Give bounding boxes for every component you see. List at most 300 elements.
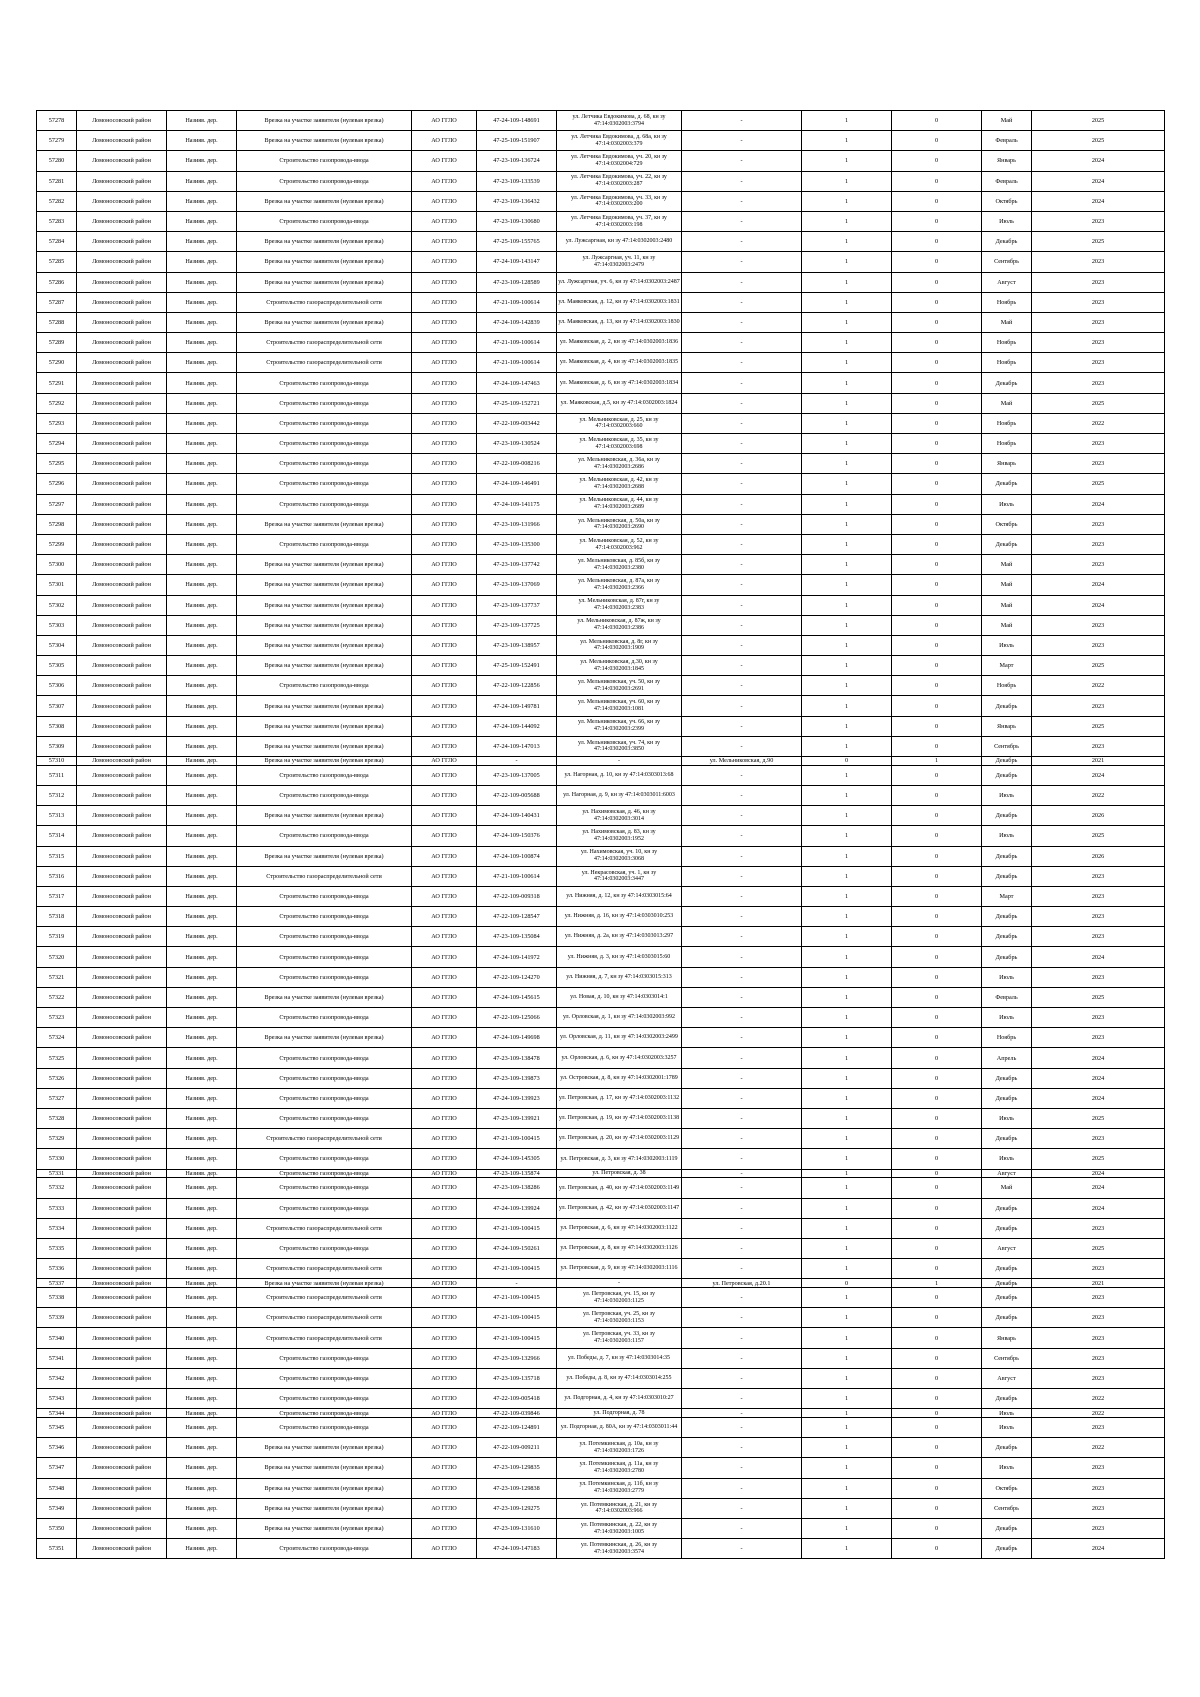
application-number-cell: 47-21-109-100614 xyxy=(477,292,557,312)
district-cell: Ломоносовский район xyxy=(77,595,167,615)
count-b-cell: 0 xyxy=(892,1048,982,1068)
month-cell: Июль xyxy=(982,211,1032,231)
application-number-cell: 47-23-109-137737 xyxy=(477,595,557,615)
month-cell: Декабрь xyxy=(982,757,1032,766)
count-b-cell: 0 xyxy=(892,393,982,413)
month-cell: Август xyxy=(982,1368,1032,1388)
object-cell: - xyxy=(682,1008,802,1028)
count-a-cell: 1 xyxy=(802,1458,892,1478)
application-number-cell: 47-23-109-137742 xyxy=(477,555,557,575)
district-cell: Ломоносовский район xyxy=(77,886,167,906)
count-a-cell: 1 xyxy=(802,987,892,1007)
application-number-cell: 47-24-109-145305 xyxy=(477,1149,557,1169)
application-number-cell: 47-23-109-135084 xyxy=(477,927,557,947)
year-cell: 2022 xyxy=(1032,1409,1165,1418)
row-number-cell: 57342 xyxy=(37,1368,77,1388)
work-type-cell: Строительство газопровода-ввода xyxy=(237,1418,412,1438)
table-row xyxy=(37,353,1165,373)
work-type-cell: Врезка на участке заявителя (нулевая врезка) xyxy=(237,987,412,1007)
count-a-cell: 1 xyxy=(802,1288,892,1308)
address-cell: ул. Нижняя, д. 3, кн зу 47:14:0303015:60 xyxy=(557,947,682,967)
count-b-cell: 0 xyxy=(892,1218,982,1238)
month-cell: Ноябрь xyxy=(982,413,1032,433)
month-cell: Февраль xyxy=(982,987,1032,1007)
organization-cell: АО ГГЛО xyxy=(412,171,477,191)
application-number-cell: 47-23-109-130524 xyxy=(477,434,557,454)
year-cell: 2024 xyxy=(1032,1068,1165,1088)
application-number-cell: 47-23-109-137725 xyxy=(477,615,557,635)
object-cell: - xyxy=(682,765,802,785)
count-a-cell: 1 xyxy=(802,514,892,534)
address-cell: ул. Маяковская, д. 2, кн зу 47:14:0302003:1836 xyxy=(557,333,682,353)
count-b-cell: 0 xyxy=(892,1178,982,1198)
count-b-cell: 0 xyxy=(892,1308,982,1328)
organization-cell: АО ГГЛО xyxy=(412,1438,477,1458)
year-cell: 2023 xyxy=(1032,1259,1165,1279)
work-type-cell: Врезка на участке заявителя (нулевая врезка) xyxy=(237,595,412,615)
work-type-cell: Врезка на участке заявителя (нулевая врезка) xyxy=(237,846,412,866)
row-number-cell: 57333 xyxy=(37,1198,77,1218)
month-cell: Октябрь xyxy=(982,514,1032,534)
organization-cell: АО ГГЛО xyxy=(412,1498,477,1518)
row-number-cell: 57328 xyxy=(37,1108,77,1128)
table-row xyxy=(37,171,1165,191)
district-cell: Ломоносовский район xyxy=(77,1308,167,1328)
count-a-cell: 1 xyxy=(802,1409,892,1418)
locality-cell: Назияв. дер. xyxy=(167,353,237,373)
object-cell: - xyxy=(682,785,802,805)
district-cell: Ломоносовский район xyxy=(77,927,167,947)
count-a-cell: 1 xyxy=(802,131,892,151)
address-cell: ул. Победы, д. 7, кн зу 47:14:0303014:35 xyxy=(557,1348,682,1368)
organization-cell: АО ГГЛО xyxy=(412,1478,477,1498)
row-number-cell: 57301 xyxy=(37,575,77,595)
organization-cell: АО ГГЛО xyxy=(412,1308,477,1328)
count-a-cell: 1 xyxy=(802,1308,892,1328)
object-cell: - xyxy=(682,1518,802,1538)
count-b-cell: 0 xyxy=(892,1368,982,1388)
year-cell: 2024 xyxy=(1032,1178,1165,1198)
organization-cell: АО ГГЛО xyxy=(412,1389,477,1409)
work-type-cell: Врезка на участке заявителя (нулевая врезка) xyxy=(237,514,412,534)
object-cell: - xyxy=(682,987,802,1007)
count-a-cell: 1 xyxy=(802,1348,892,1368)
object-cell: - xyxy=(682,866,802,886)
organization-cell: АО ГГЛО xyxy=(412,1328,477,1348)
count-a-cell: 1 xyxy=(802,765,892,785)
object-cell: - xyxy=(682,393,802,413)
year-cell: 2025 xyxy=(1032,1149,1165,1169)
count-b-cell: 0 xyxy=(892,696,982,716)
object-cell: - xyxy=(682,1259,802,1279)
organization-cell: АО ГГЛО xyxy=(412,1518,477,1538)
address-cell: ул. Летчика Евдокимова, д. 68а, кн зу 47:14:0302003:379 xyxy=(557,131,682,151)
row-number-cell: 57335 xyxy=(37,1238,77,1258)
row-number-cell: 57308 xyxy=(37,716,77,736)
work-type-cell: Строительство газопровода-ввода xyxy=(237,1539,412,1559)
locality-cell: Назияв. дер. xyxy=(167,151,237,171)
table-row xyxy=(37,232,1165,252)
table-row xyxy=(37,1028,1165,1048)
locality-cell: Назияв. дер. xyxy=(167,1279,237,1288)
object-cell: - xyxy=(682,1389,802,1409)
locality-cell: Назияв. дер. xyxy=(167,1458,237,1478)
year-cell: 2023 xyxy=(1032,1348,1165,1368)
object-cell: - xyxy=(682,1088,802,1108)
locality-cell: Назияв. дер. xyxy=(167,1129,237,1149)
count-a-cell: 1 xyxy=(802,967,892,987)
count-b-cell: 0 xyxy=(892,716,982,736)
count-a-cell: 1 xyxy=(802,656,892,676)
district-cell: Ломоносовский район xyxy=(77,1149,167,1169)
organization-cell: АО ГГЛО xyxy=(412,1418,477,1438)
work-type-cell: Врезка на участке заявителя (нулевая врезка) xyxy=(237,1028,412,1048)
object-cell: - xyxy=(682,1288,802,1308)
table-row xyxy=(37,1288,1165,1308)
district-cell: Ломоносовский район xyxy=(77,635,167,655)
work-type-cell: Врезка на участке заявителя (нулевая врезка) xyxy=(237,615,412,635)
district-cell: Ломоносовский район xyxy=(77,696,167,716)
district-cell: Ломоносовский район xyxy=(77,575,167,595)
locality-cell: Назияв. дер. xyxy=(167,434,237,454)
table-row xyxy=(37,716,1165,736)
district-cell: Ломоносовский район xyxy=(77,292,167,312)
district-cell: Ломоносовский район xyxy=(77,1368,167,1388)
table-row xyxy=(37,696,1165,716)
count-b-cell: 0 xyxy=(892,1169,982,1178)
object-cell: - xyxy=(682,1028,802,1048)
organization-cell: АО ГГЛО xyxy=(412,826,477,846)
address-cell: ул. Потемкинская, д. 21, кн зу 47:14:0302003:966 xyxy=(557,1498,682,1518)
application-number-cell: 47-24-109-139924 xyxy=(477,1198,557,1218)
month-cell: Октябрь xyxy=(982,191,1032,211)
count-a-cell: 1 xyxy=(802,1088,892,1108)
count-b-cell: 0 xyxy=(892,373,982,393)
object-cell: - xyxy=(682,454,802,474)
row-number-cell: 57287 xyxy=(37,292,77,312)
month-cell: Декабрь xyxy=(982,1198,1032,1218)
object-cell: - xyxy=(682,1458,802,1478)
count-b-cell: 0 xyxy=(892,656,982,676)
row-number-cell: 57345 xyxy=(37,1418,77,1438)
address-cell: ул. Лужсаргная, уч. 6, кн зу 47:14:0302003:2487 xyxy=(557,272,682,292)
year-cell: 2025 xyxy=(1032,987,1165,1007)
table-row xyxy=(37,1438,1165,1458)
locality-cell: Назияв. дер. xyxy=(167,191,237,211)
locality-cell: Назияв. дер. xyxy=(167,373,237,393)
object-cell: - xyxy=(682,947,802,967)
count-a-cell: 1 xyxy=(802,1328,892,1348)
year-cell: 2022 xyxy=(1032,413,1165,433)
district-cell: Ломоносовский район xyxy=(77,1328,167,1348)
row-number-cell: 57331 xyxy=(37,1169,77,1178)
month-cell: Март xyxy=(982,656,1032,676)
district-cell: Ломоносовский район xyxy=(77,676,167,696)
application-number-cell: 47-21-109-100415 xyxy=(477,1129,557,1149)
work-type-cell: Строительство газопровода-ввода xyxy=(237,1348,412,1368)
application-number-cell: 47-21-109-100415 xyxy=(477,1259,557,1279)
year-cell: 2024 xyxy=(1032,171,1165,191)
district-cell: Ломоносовский район xyxy=(77,393,167,413)
locality-cell: Назияв. дер. xyxy=(167,413,237,433)
table-row xyxy=(37,757,1165,766)
count-b-cell: 0 xyxy=(892,1438,982,1458)
district-cell: Ломоносовский район xyxy=(77,1198,167,1218)
organization-cell: АО ГГЛО xyxy=(412,434,477,454)
year-cell: 2021 xyxy=(1032,757,1165,766)
address-cell: ул. Подгорная, д. 78 xyxy=(557,1409,682,1418)
object-cell: - xyxy=(682,1348,802,1368)
row-number-cell: 57322 xyxy=(37,987,77,1007)
work-type-cell: Врезка на участке заявителя (нулевая врезка) xyxy=(237,1498,412,1518)
work-type-cell: Врезка на участке заявителя (нулевая врезка) xyxy=(237,111,412,131)
work-type-cell: Строительство газораспределительной сети xyxy=(237,1259,412,1279)
address-cell: ул. Потемкинская, д. 10а, кн зу 47:14:0302003:1726 xyxy=(557,1438,682,1458)
application-number-cell: 47-24-109-141175 xyxy=(477,494,557,514)
count-b-cell: 0 xyxy=(892,1149,982,1169)
district-cell: Ломоносовский район xyxy=(77,1028,167,1048)
month-cell: Ноябрь xyxy=(982,292,1032,312)
locality-cell: Назияв. дер. xyxy=(167,886,237,906)
month-cell: Ноябрь xyxy=(982,434,1032,454)
month-cell: Декабрь xyxy=(982,534,1032,554)
application-number-cell: 47-23-109-137069 xyxy=(477,575,557,595)
table-row xyxy=(37,151,1165,171)
row-number-cell: 57289 xyxy=(37,333,77,353)
count-a-cell: 1 xyxy=(802,676,892,696)
count-a-cell: 1 xyxy=(802,393,892,413)
address-cell: ул. Петровская, д. 20, кн зу 47:14:0302003:1129 xyxy=(557,1129,682,1149)
row-number-cell: 57314 xyxy=(37,826,77,846)
locality-cell: Назияв. дер. xyxy=(167,1478,237,1498)
month-cell: Июль xyxy=(982,1418,1032,1438)
table-row xyxy=(37,886,1165,906)
year-cell: 2023 xyxy=(1032,635,1165,655)
count-a-cell: 1 xyxy=(802,595,892,615)
table-row xyxy=(37,312,1165,332)
table-row xyxy=(37,907,1165,927)
district-cell: Ломоносовский район xyxy=(77,1498,167,1518)
month-cell: Июль xyxy=(982,1108,1032,1128)
month-cell: Декабрь xyxy=(982,373,1032,393)
address-cell: ул. Летчика Евдокимова, д. 68, кн зу 47:14:0302003:3794 xyxy=(557,111,682,131)
district-cell: Ломоносовский район xyxy=(77,1418,167,1438)
table-row xyxy=(37,806,1165,826)
locality-cell: Назияв. дер. xyxy=(167,656,237,676)
application-number-cell: 47-23-109-129838 xyxy=(477,1478,557,1498)
count-b-cell: 0 xyxy=(892,806,982,826)
work-type-cell: Врезка на участке заявителя (нулевая врезка) xyxy=(237,696,412,716)
month-cell: Декабрь xyxy=(982,1279,1032,1288)
application-number-cell: 47-24-109-149781 xyxy=(477,696,557,716)
work-type-cell: Строительство газораспределительной сети xyxy=(237,333,412,353)
count-a-cell: 1 xyxy=(802,1218,892,1238)
row-number-cell: 57292 xyxy=(37,393,77,413)
row-number-cell: 57291 xyxy=(37,373,77,393)
year-cell: 2026 xyxy=(1032,846,1165,866)
object-cell: - xyxy=(682,333,802,353)
address-cell: ул. Петровская, уч. 33, кн зу 47:14:0302003:1157 xyxy=(557,1328,682,1348)
month-cell: Декабрь xyxy=(982,1438,1032,1458)
table-row xyxy=(37,1169,1165,1178)
district-cell: Ломоносовский район xyxy=(77,987,167,1007)
row-number-cell: 57280 xyxy=(37,151,77,171)
address-cell: ул. Мельниковская, д. 87а, кн зу 47:14:0302003:2366 xyxy=(557,575,682,595)
count-b-cell: 0 xyxy=(892,312,982,332)
application-number-cell: 47-25-109-152721 xyxy=(477,393,557,413)
organization-cell: АО ГГЛО xyxy=(412,333,477,353)
district-cell: Ломоносовский район xyxy=(77,454,167,474)
count-a-cell: 1 xyxy=(802,353,892,373)
count-b-cell: 0 xyxy=(892,232,982,252)
work-type-cell: Врезка на участке заявителя (нулевая врезка) xyxy=(237,555,412,575)
count-a-cell: 1 xyxy=(802,555,892,575)
organization-cell: АО ГГЛО xyxy=(412,1279,477,1288)
row-number-cell: 57304 xyxy=(37,635,77,655)
work-type-cell: Строительство газопровода-ввода xyxy=(237,1008,412,1028)
organization-cell: АО ГГЛО xyxy=(412,232,477,252)
object-cell: - xyxy=(682,1218,802,1238)
table-row xyxy=(37,292,1165,312)
count-a-cell: 1 xyxy=(802,413,892,433)
work-type-cell: Строительство газопровода-ввода xyxy=(237,211,412,231)
work-type-cell: Врезка на участке заявителя (нулевая врезка) xyxy=(237,716,412,736)
count-a-cell: 1 xyxy=(802,1368,892,1388)
year-cell: 2022 xyxy=(1032,676,1165,696)
work-type-cell: Строительство газопровода-ввода xyxy=(237,1088,412,1108)
organization-cell: АО ГГЛО xyxy=(412,1048,477,1068)
locality-cell: Назияв. дер. xyxy=(167,1389,237,1409)
organization-cell: АО ГГЛО xyxy=(412,1259,477,1279)
district-cell: Ломоносовский район xyxy=(77,967,167,987)
address-cell: ул. Потемкинская, д. 11б, кн зу 47:14:0302003:2779 xyxy=(557,1478,682,1498)
month-cell: Май xyxy=(982,1178,1032,1198)
application-number-cell: 47-23-109-135874 xyxy=(477,1169,557,1178)
organization-cell: АО ГГЛО xyxy=(412,1218,477,1238)
locality-cell: Назияв. дер. xyxy=(167,757,237,766)
address-cell: ул. Маяковская, д. 6, кн зу 47:14:0302003:1834 xyxy=(557,373,682,393)
table-row xyxy=(37,1198,1165,1218)
count-a-cell: 1 xyxy=(802,494,892,514)
application-number-cell: 47-22-109-039846 xyxy=(477,1409,557,1418)
count-a-cell: 1 xyxy=(802,1178,892,1198)
object-cell: - xyxy=(682,656,802,676)
row-number-cell: 57282 xyxy=(37,191,77,211)
table-row xyxy=(37,1348,1165,1368)
row-number-cell: 57307 xyxy=(37,696,77,716)
month-cell: Июль xyxy=(982,826,1032,846)
district-cell: Ломоносовский район xyxy=(77,131,167,151)
count-a-cell: 1 xyxy=(802,635,892,655)
count-b-cell: 0 xyxy=(892,1129,982,1149)
row-number-cell: 57306 xyxy=(37,676,77,696)
application-number-cell: 47-25-109-152491 xyxy=(477,656,557,676)
district-cell: Ломоносовский район xyxy=(77,757,167,766)
object-cell: - xyxy=(682,434,802,454)
count-b-cell: 0 xyxy=(892,211,982,231)
table-row xyxy=(37,211,1165,231)
count-a-cell: 1 xyxy=(802,373,892,393)
table-row xyxy=(37,1068,1165,1088)
count-a-cell: 1 xyxy=(802,866,892,886)
count-a-cell: 1 xyxy=(802,575,892,595)
month-cell: Декабрь xyxy=(982,1389,1032,1409)
address-cell: ул. Мельниковская, уч. 74, кн зу 47:14:0302003:3850 xyxy=(557,736,682,756)
count-b-cell: 1 xyxy=(892,1279,982,1288)
address-cell: ул. Нижняя, д. 16, кн зу 47:14:0303010:253 xyxy=(557,907,682,927)
application-number-cell: 47-22-109-005418 xyxy=(477,1389,557,1409)
year-cell: 2023 xyxy=(1032,333,1165,353)
object-cell: - xyxy=(682,635,802,655)
locality-cell: Назияв. дер. xyxy=(167,806,237,826)
locality-cell: Назияв. дер. xyxy=(167,1238,237,1258)
year-cell: 2022 xyxy=(1032,785,1165,805)
object-cell: - xyxy=(682,1129,802,1149)
work-type-cell: Строительство газопровода-ввода xyxy=(237,1409,412,1418)
district-cell: Ломоносовский район xyxy=(77,1008,167,1028)
object-cell: - xyxy=(682,1308,802,1328)
locality-cell: Назияв. дер. xyxy=(167,1008,237,1028)
count-b-cell: 0 xyxy=(892,1259,982,1279)
work-type-cell: Врезка на участке заявителя (нулевая врезка) xyxy=(237,635,412,655)
year-cell: 2023 xyxy=(1032,1028,1165,1048)
organization-cell: АО ГГЛО xyxy=(412,1008,477,1028)
organization-cell: АО ГГЛО xyxy=(412,765,477,785)
month-cell: Декабрь xyxy=(982,765,1032,785)
organization-cell: АО ГГЛО xyxy=(412,806,477,826)
locality-cell: Назияв. дер. xyxy=(167,211,237,231)
address-cell: ул. Нахимовская, д. 83, кн зу 47:14:0302003:1952 xyxy=(557,826,682,846)
row-number-cell: 57348 xyxy=(37,1478,77,1498)
address-cell: - xyxy=(557,757,682,766)
count-b-cell: 0 xyxy=(892,1478,982,1498)
row-number-cell: 57298 xyxy=(37,514,77,534)
table-row xyxy=(37,1259,1165,1279)
month-cell: Июль xyxy=(982,967,1032,987)
address-cell: ул. Орловская, д. 1, кн зу 47:14:0302003:992 xyxy=(557,1008,682,1028)
year-cell: 2023 xyxy=(1032,1478,1165,1498)
organization-cell: АО ГГЛО xyxy=(412,373,477,393)
object-cell: - xyxy=(682,967,802,987)
address-cell: ул. Островская, д. 8, кн зу 47:14:0302001:1789 xyxy=(557,1068,682,1088)
count-a-cell: 1 xyxy=(802,1068,892,1088)
application-number-cell: 47-24-109-150376 xyxy=(477,826,557,846)
application-number-cell: 47-24-109-144092 xyxy=(477,716,557,736)
table-row xyxy=(37,373,1165,393)
month-cell: Март xyxy=(982,886,1032,906)
work-type-cell: Врезка на участке заявителя (нулевая врезка) xyxy=(237,1438,412,1458)
work-type-cell: Строительство газопровода-ввода xyxy=(237,1368,412,1388)
row-number-cell: 57286 xyxy=(37,272,77,292)
count-a-cell: 1 xyxy=(802,151,892,171)
work-type-cell: Врезка на участке заявителя (нулевая врезка) xyxy=(237,191,412,211)
table-row xyxy=(37,1458,1165,1478)
count-b-cell: 0 xyxy=(892,1238,982,1258)
organization-cell: АО ГГЛО xyxy=(412,131,477,151)
organization-cell: АО ГГЛО xyxy=(412,635,477,655)
district-cell: Ломоносовский район xyxy=(77,1259,167,1279)
district-cell: Ломоносовский район xyxy=(77,312,167,332)
object-cell: - xyxy=(682,292,802,312)
application-number-cell: 47-23-109-135718 xyxy=(477,1368,557,1388)
count-a-cell: 1 xyxy=(802,252,892,272)
organization-cell: АО ГГЛО xyxy=(412,736,477,756)
count-a-cell: 1 xyxy=(802,171,892,191)
work-type-cell: Врезка на участке заявителя (нулевая врезка) xyxy=(237,232,412,252)
row-number-cell: 57323 xyxy=(37,1008,77,1028)
count-a-cell: 1 xyxy=(802,1008,892,1028)
locality-cell: Назияв. дер. xyxy=(167,615,237,635)
